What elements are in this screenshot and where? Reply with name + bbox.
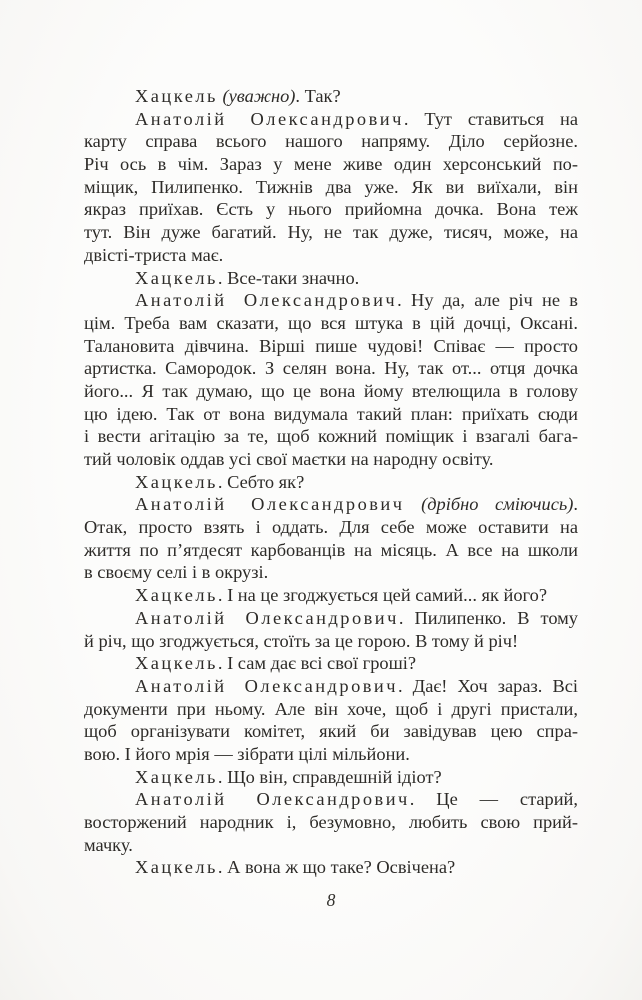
text-segment: . Себто як? [217, 471, 305, 492]
text-segment: цім. Треба вам сказати, що вся штука в цій дочці, Оксані. [84, 312, 578, 333]
text-segment: в своєму селі і в окрузі. [84, 562, 269, 583]
text-line [84, 516, 578, 539]
text-line [84, 289, 578, 312]
text-segment: . Пилипенко. В тому [398, 607, 578, 628]
text-line [84, 244, 578, 267]
text-segment: двісті-триста має. [84, 244, 224, 265]
stage-direction: (дрібно сміючись) [421, 494, 574, 515]
text-line [84, 221, 578, 244]
text-line [84, 312, 578, 335]
speaker-name: Хацкель [135, 653, 218, 674]
text-segment: міщик, Пилипенко. Тижнів два уже. Як ви виїхали, він [84, 176, 578, 197]
text-line [84, 403, 578, 426]
speaker-name: Анатолій Олександрович [135, 607, 399, 628]
text-segment: . Ну да, але річ не в [397, 290, 578, 311]
text-segment: карту справа всього нашого напряму. Діло серйозне. [84, 131, 578, 152]
text-line [84, 856, 578, 879]
text-line [84, 743, 578, 766]
text-segment: й річ, що згоджується, стоїть за це горою. В тому й річ! [84, 630, 519, 651]
text-segment: мачку. [84, 834, 133, 855]
text-segment: життя по п’ятдесят карбованців на місяць. А все на школи [84, 539, 578, 560]
text-segment: Річ ось в чім. Зараз у мене живе один херсонський по- [84, 154, 578, 175]
text-segment: . І на це згоджується цей самий... як його? [217, 585, 547, 606]
text-line [84, 720, 578, 743]
speaker-name: Хацкель [135, 267, 218, 288]
text-segment: . Що він, справдешній ідіот? [217, 766, 442, 787]
speaker-name: Хацкель [135, 86, 218, 106]
text-segment: цю ідею. Так от вона видумала такий план: приїхать сюди [84, 403, 578, 424]
text-line [84, 198, 578, 221]
text-segment: . І сам дає всі свої гроші? [217, 653, 417, 674]
text-line [84, 130, 578, 153]
speaker-name: Анатолій Олександрович [135, 108, 404, 129]
text-segment: щоб організувати комітет, який би завідував цею спра- [84, 721, 578, 742]
text-segment: якраз приїхав. Єсть у нього прийомна дочка. Вона теж [84, 199, 578, 220]
text-line [84, 357, 578, 380]
text-line [84, 471, 578, 494]
text-segment: . А вона ж що таке? Освічена? [217, 857, 456, 878]
text-segment [404, 494, 421, 514]
text-line [84, 267, 578, 290]
speaker-name: Анатолій Олександрович [135, 789, 410, 810]
text-line [84, 380, 578, 403]
speaker-name: Хацкель [135, 766, 218, 787]
text-line [84, 652, 578, 675]
page-number: 8 [326, 890, 336, 910]
text-segment: тут. Він дуже багатий. Ну, не так дуже, тисяч, може, на [84, 222, 578, 243]
text-segment: і вести агітацію за те, щоб кожний поміщик і взагалі бага- [84, 426, 578, 447]
text-segment: Талановита дівчина. Вірші пише чудові! Співає — просто [84, 335, 578, 356]
text-segment: вою. І його мрія — зібрати цілі мільйони. [84, 743, 410, 764]
speaker-name: Анатолій Олександрович [135, 290, 398, 311]
speaker-name: Хацкель [135, 585, 218, 606]
text-line [84, 335, 578, 358]
text-line [84, 493, 578, 516]
text-block [84, 85, 578, 879]
text-line [84, 448, 578, 471]
text-line [84, 698, 578, 721]
text-segment: . [573, 494, 578, 515]
speaker-name: Хацкель [135, 471, 218, 492]
speaker-name: Анатолій Олександрович [135, 494, 405, 515]
text-line [84, 675, 578, 698]
speaker-name: Анатолій Олександрович [135, 675, 398, 696]
text-line [84, 766, 578, 789]
text-line [84, 788, 578, 811]
text-segment: . Так? [295, 86, 341, 106]
text-segment: документи при ньому. Але він хоче, щоб і другі пристали, [84, 698, 578, 719]
text-line [84, 834, 578, 857]
stage-direction: (уважно) [222, 86, 296, 106]
text-segment: восторжений народник і, безумовно, любить свою прий- [84, 812, 578, 832]
text-line [84, 108, 578, 131]
text-segment: . Тут ставиться на [403, 108, 578, 129]
text-segment: його... Я так думаю, що це вона йому втелющила в голову [84, 380, 578, 401]
text-segment: . Все-таки значно. [217, 267, 360, 288]
text-line [84, 85, 578, 108]
text-line [84, 539, 578, 562]
text-segment: тий чоловік оддав усі свої маєтки на народну освіту. [84, 449, 494, 469]
text-line [84, 584, 578, 607]
text-segment: . Дає! Хоч зараз. Всі [397, 675, 578, 696]
speaker-name: Хацкель [135, 857, 218, 878]
text-line [84, 153, 578, 176]
text-line [84, 811, 578, 834]
text-segment: артистка. Самородок. З селян вона. Ну, так от... отця дочка [84, 358, 578, 379]
text-segment: . Це — старий, [409, 789, 578, 810]
text-line [84, 607, 578, 630]
text-line [84, 630, 578, 653]
text-line [84, 561, 578, 584]
text-line [84, 176, 578, 199]
text-segment: Отак, просто взять і оддать. Для себе може оставити на [84, 517, 578, 538]
text-line [84, 425, 578, 448]
